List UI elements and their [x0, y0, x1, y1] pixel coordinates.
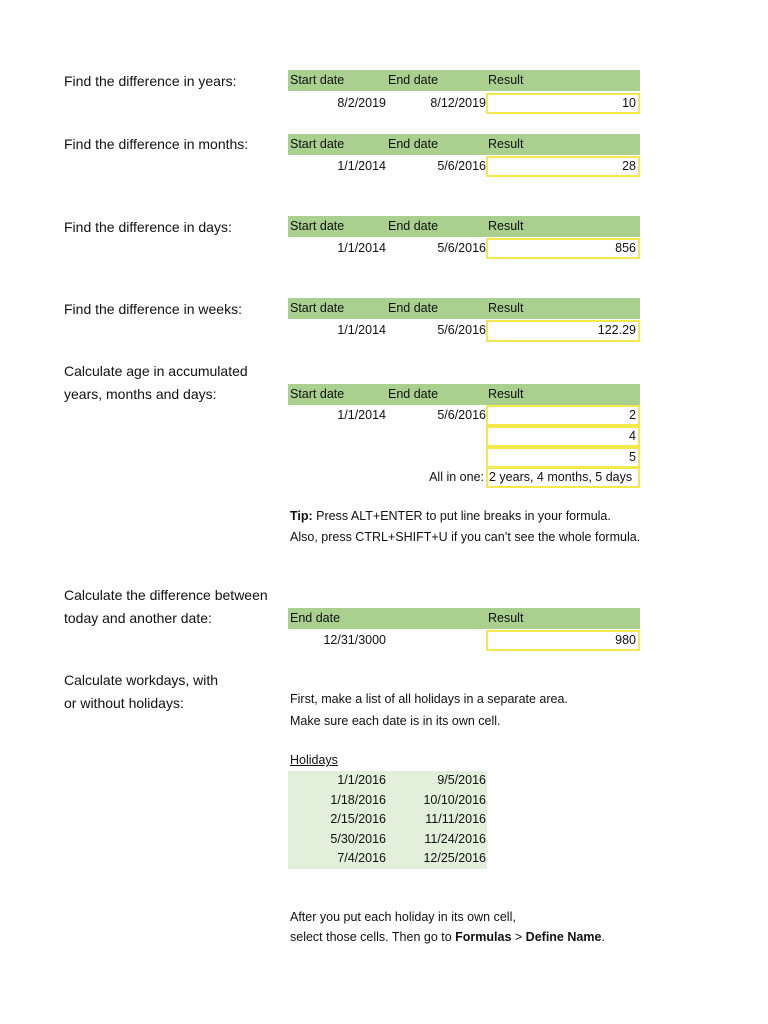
end-date-cell[interactable]: 5/6/2016 — [437, 408, 486, 422]
after-line2 — [290, 927, 605, 948]
holiday-cell[interactable]: 2/15/2016 — [330, 812, 386, 826]
holiday-cell[interactable]: 5/30/2016 — [330, 832, 386, 846]
header-row-weeks — [288, 298, 640, 319]
header-end-date: End date — [388, 301, 439, 315]
question-workdays-line2: or without holidays: — [64, 695, 184, 711]
header-result: Result — [488, 611, 524, 625]
holiday-cell[interactable]: 11/24/2016 — [424, 832, 486, 846]
result-cell-days[interactable]: 856 — [486, 238, 640, 259]
header-end-date: End date — [388, 137, 439, 151]
result-cell-today[interactable]: 980 — [486, 630, 640, 651]
start-date-cell[interactable]: 1/1/2014 — [337, 408, 386, 422]
header-start-date: Start date — [290, 387, 345, 401]
holiday-cell[interactable]: 12/25/2016 — [423, 851, 486, 865]
start-date-cell[interactable]: 8/2/2019 — [337, 96, 386, 110]
header-result: Result — [488, 219, 524, 233]
tip-prefix: Tip: — [290, 509, 313, 523]
question-days: Find the difference in days: — [64, 219, 232, 235]
tip-line2: Also, press CTRL+SHIFT+U if you can’t see the whole formula. — [290, 530, 641, 544]
question-years: Find the difference in years: — [64, 73, 237, 89]
after-line2-text: select those cells. Then go to — [290, 930, 456, 944]
tip-line1 — [290, 506, 611, 527]
holiday-cell[interactable]: 1/1/2016 — [337, 773, 386, 787]
header-result: Result — [488, 301, 524, 315]
holiday-cell[interactable]: 10/10/2016 — [423, 793, 486, 807]
result-cell-age-months[interactable]: 4 — [486, 426, 640, 447]
result-cell-age-years[interactable]: 2 — [486, 405, 640, 426]
question-workdays-line1: Calculate workdays, with — [64, 672, 219, 688]
after-separator: > — [511, 930, 526, 944]
header-row-days — [288, 216, 640, 237]
holiday-cell[interactable]: 11/11/2016 — [425, 812, 486, 826]
header-start-date: Start date — [290, 73, 345, 87]
start-date-cell[interactable]: 1/1/2014 — [337, 241, 386, 255]
end-date-cell[interactable]: 5/6/2016 — [437, 159, 486, 173]
end-date-cell[interactable]: 8/12/2019 — [430, 96, 486, 110]
result-cell-age-days[interactable]: 5 — [486, 447, 640, 468]
tip-line1-text: Press ALT+ENTER to put line breaks in your formula. — [312, 509, 611, 523]
header-start-date: Start date — [290, 301, 345, 315]
holiday-cell[interactable]: 9/5/2016 — [437, 773, 486, 787]
instruction-line1: First, make a list of all holidays in a separate area. — [290, 692, 568, 706]
header-result: Result — [488, 387, 524, 401]
header-row-years — [288, 70, 640, 91]
question-today-line1: Calculate the difference between — [64, 587, 268, 603]
formulas-menu-ref: Formulas — [455, 930, 512, 944]
after-line1: After you put each holiday in its own cell, — [290, 910, 516, 924]
header-end-date: End date — [388, 387, 439, 401]
after-end: . — [601, 930, 605, 944]
holidays-table — [288, 771, 487, 869]
header-start-date: Start date — [290, 137, 345, 151]
header-row-months — [288, 134, 640, 155]
end-date-cell[interactable]: 5/6/2016 — [437, 323, 486, 337]
start-date-cell[interactable]: 1/1/2014 — [337, 323, 386, 337]
question-age-line1: Calculate age in accumulated — [64, 363, 248, 379]
result-cell-years[interactable]: 10 — [486, 93, 640, 114]
header-end-date: End date — [388, 219, 439, 233]
question-months: Find the difference in months: — [64, 136, 249, 152]
header-row-age — [288, 384, 640, 405]
header-end-date: End date — [290, 611, 341, 625]
question-age-line2: years, months and days: — [64, 386, 217, 402]
all-in-one-label: All in one: — [429, 470, 484, 484]
question-weeks: Find the difference in weeks: — [64, 301, 242, 317]
end-date-cell[interactable]: 5/6/2016 — [437, 241, 486, 255]
end-date-cell[interactable]: 12/31/3000 — [323, 633, 386, 647]
define-name-ref: Define Name — [525, 930, 602, 944]
holiday-cell[interactable]: 7/4/2016 — [337, 851, 386, 865]
header-row-today — [288, 608, 640, 629]
header-end-date: End date — [388, 73, 439, 87]
instruction-line2: Make sure each date is in its own cell. — [290, 714, 501, 728]
result-cell-all-in-one[interactable]: 2 years, 4 months, 5 days — [486, 467, 640, 488]
result-cell-months[interactable]: 28 — [486, 156, 640, 177]
header-result: Result — [488, 73, 524, 87]
start-date-cell[interactable]: 1/1/2014 — [337, 159, 386, 173]
question-today-line2: today and another date: — [64, 610, 212, 626]
holiday-cell[interactable]: 1/18/2016 — [330, 793, 386, 807]
header-start-date: Start date — [290, 219, 345, 233]
result-cell-weeks[interactable]: 122.29 — [486, 320, 640, 342]
header-result: Result — [488, 137, 524, 151]
holidays-label: Holidays — [290, 753, 338, 767]
